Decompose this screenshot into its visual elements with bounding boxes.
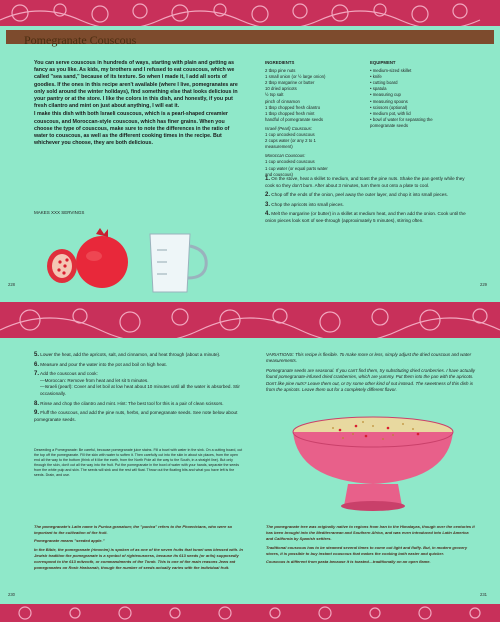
pomegranate-cup-illustration [40,220,230,300]
step-text: Measure and pour the water into the pot and boil on high heat. [40,361,167,367]
ingredients-list [265,60,365,178]
intro-paragraph: You can serve couscous in hundreds of ways, starting with plain and getting as fancy as you like. As kids, my brothers and I refused to eat couscous, which we called "sea sand," because of its texture. So when I made it, I add all sorts of goodies. If the ones in this recipe aren't available (where I live, pomegranates are only sold around the winter holidays), find something else that looks delicious in your pantry or at the store. I like the colors in this dish, and honestly, if you put fresh cilantro and mint on just about anything, I will eat it. [34,60,238,110]
ingredient-item: 10 dried apricots [265,86,297,92]
recipe-page-bottom [0,338,500,604]
step-text: Chop off the ends of the onion, peel away the outer layer, and chop it into small pieces. [271,192,448,198]
step-text: Rinse and chop the cilantro and mint. Hint: The best tool for this is a pair of clean scissors. [40,400,224,406]
equipment-list [370,60,466,129]
title-bar [6,30,494,47]
ingredient-item: 2 tbsp pine nuts [265,68,296,74]
step-item [34,410,244,423]
step-item [265,192,475,199]
step-number: 5. [34,352,40,358]
page-number: 231 [480,592,487,597]
step-number: 4. [265,211,271,218]
equipment-item: • bowl of water for separating the [370,116,433,122]
ingredient-item: 2 tbsp margarine or butter [265,80,315,86]
ingredient-item: ½ tsp salt [265,92,284,98]
equipment-item: • spatula [370,86,387,92]
equipment-item: • medium-sized skillet [370,68,412,74]
recipe-page-top [0,26,500,302]
variations-paragraph: Pomegranate seeds are seasonal. If you can't find them, try substituting dried cranberries. I have actually found pomegranate-infused dried cranberries, which are yummy. Put them into the pan with the apricots. Don't like pine nuts? Leave them out, or try some other kind of nut instead. The sweetness of this dish is from the apricots. Leave them out for a completely different flavor. [266,367,475,393]
ingredient-item: 1 tbsp chopped fresh mint [265,110,315,116]
paisley-pattern-icon [0,604,500,622]
variations-paragraph: VARIATIONS: This recipe is flexible. To make more or less, simply adjust the dried couscous and water measurements. [266,352,472,364]
fact-paragraph: The pomegranate's Latin name is Punica granatum; the "punica" refers to the Phoenicians, who were so important to the cultivation of the fruit. [34,524,233,536]
step-number: 2. [265,192,271,199]
step-number: 8. [34,400,40,407]
step-subitem: —Moroccan: Remove from heat and let sit 5 minutes. [40,377,149,383]
page-number: 228 [8,282,15,287]
step-number: 3. [265,201,271,208]
fact-paragraph: Couscous is different from pasta because it is toasted—traditionally on an open flame. [266,559,431,565]
equipment-item: pomegranate seeds [370,122,408,128]
sidebar-facts-right [266,524,476,567]
decorative-band-bottom [0,604,500,622]
fact-paragraph: The pomegranate tree was originally native to regions from Iran to the Himalayas, though over the centuries it has been brought into the Mediterranean and Southern Africa, and was even introduced into Latin America and California by Spanish settlers. [266,524,475,542]
step-number: 9. [34,410,40,417]
paisley-pattern-icon [0,0,500,26]
step-text: Lower the heat, add the apricots, salt, and cinnamon, and heat through (about a minute). [40,352,221,357]
ingredient-item: 1 small onion (or ½ large onion) [265,74,326,80]
step-text: On the stove, heat a skillet to medium, and toast the pine nuts. Shake the pan gently while they cook so they don't burn. After about 3 minutes, turn them out onto a plate to cool. [265,176,465,188]
steps-page-one [265,176,475,228]
fact-paragraph: In the Bible, the pomegranate (rimonim) is spoken of as one of the seven fruits that Israel was blessed with. In Jewish tradition the pomegranate is a symbol of righteousness, because its 613 seeds (or arils) supposedly correspond to the 613 mitzvoth, or commandments of the Torah. This is one of the main reasons Jews eat pomegranates on Rosh Hashanah, though the number of seeds actually varies with the individual fruit. [34,546,243,571]
measuring-cup-icon [150,234,206,292]
step-text: Add the couscous and cook: [40,371,98,377]
equipment-item: • knife [370,74,382,80]
step-number: 7. [34,371,40,378]
couscous-bowl-illustration [278,410,468,520]
step-item [34,371,244,378]
step-text: Melt the margarine (or butter) in a skillet at medium heat, and then add the onion. Cook until the onion pieces look sort of see-through (approximately 5 minutes), stirring often. [265,211,466,223]
decorative-band-middle [0,302,500,338]
ingredients-heading: INGREDIENTS [265,60,295,65]
paisley-pattern-icon [0,302,500,338]
step-item [34,352,244,359]
step-number: 1. [265,176,271,182]
israeli-couscous-heading: Israeli (Pearl) Couscous: [265,125,313,131]
page-number: 229 [480,282,487,287]
ingredient-item: 1 cup water (or equal parts water [265,165,328,171]
intro-text [34,60,242,148]
step-item [265,202,475,209]
ingredient-item: pinch of cinnamon [265,98,300,104]
variations-text [266,352,476,396]
pomegranate-icon [47,228,128,288]
step-item [34,362,244,369]
equipment-item: • measuring spoons [370,98,408,104]
equipment-item: • cutting board [370,80,398,86]
step-item [265,176,475,189]
ingredient-item: 1 tbsp chopped fresh cilantro [265,104,321,110]
servings-label: MAKES XXX SERVINGS [34,210,85,215]
equipment-item: • scissors (optional) [370,104,408,110]
page-title: Pomegranate Couscous [24,33,137,47]
fact-paragraph: Pomegranate means "seeded apple." [34,538,105,544]
step-number: 6. [34,361,40,368]
page-number: 230 [8,592,15,597]
decorative-band-top [0,0,500,26]
moroccan-couscous-heading: Moroccan Couscous: [265,153,306,159]
equipment-item: • measuring cup [370,92,401,98]
step-text: Chop the apricots into small pieces. [271,201,344,207]
equipment-item: • medium pot, with lid [370,110,411,116]
step-subitem: —Israeli (pearl): Cover and let boil at low heat about 10 minutes until all the water is absorbed. Stir occasionally. [40,384,240,396]
deseeding-note: Deseeding a Pomegranate: Be careful, because pomegranate juice stains. Fill a bowl with water in the sink. On a cutting board, cut the top off the pomegranate. Fill the skin with water to soften it. Then carefully cut into the skin in about six places, from the open end all the way to the bottom (think of it like the earth, from the North Pole all the way to the South, in a straight line). But only through the skin, don't cut all the way into the fruit. Put the pomegranate in the bowl of water with your hands, separate the seeds from the white pulp and skin. The seeds will sink and the rest will float. Throw out the floating bits and what you have left is the seeds. Drain, and use. [34,448,243,477]
fact-paragraph: Traditional couscous has to be steamed several times to come out light and fluffy. But, in modern grocery stores, it is possible to buy instant couscous that makes the cooking both easier and quicker. [266,544,468,556]
equipment-heading: EQUIPMENT [370,60,396,65]
sidebar-facts-left [34,524,244,573]
ingredient-item: handful of pomegranate seeds [265,116,324,122]
ingredient-item: 1 cup uncooked couscous [265,132,315,138]
ingredient-item: measurement) [265,144,293,150]
intro-paragraph: I make this dish with both Israeli couscous, which is a pearl-shaped creamier couscous, and Moroccan-style couscous, which has finer grains. When you choose the type of couscous, make sure to note the differences in the ratio of water to couscous, as well as the different cooking times in the recipe. But whichever you choose, they are both delicious. [34,111,230,147]
step-text: Fluff the couscous, and add the pine nuts, herbs, and pomegranate seeds. See note below about pomegranate seeds. [34,410,238,422]
ingredient-item: and couscous) [265,171,293,177]
steps-page-two [34,352,244,426]
ingredient-item: 1 cup uncooked couscous [265,159,315,165]
ingredient-item: 2 cups water (or any 2 to 1 [265,138,316,144]
bowl-icon [293,417,453,511]
step-item [265,211,475,224]
step-item [34,401,244,408]
